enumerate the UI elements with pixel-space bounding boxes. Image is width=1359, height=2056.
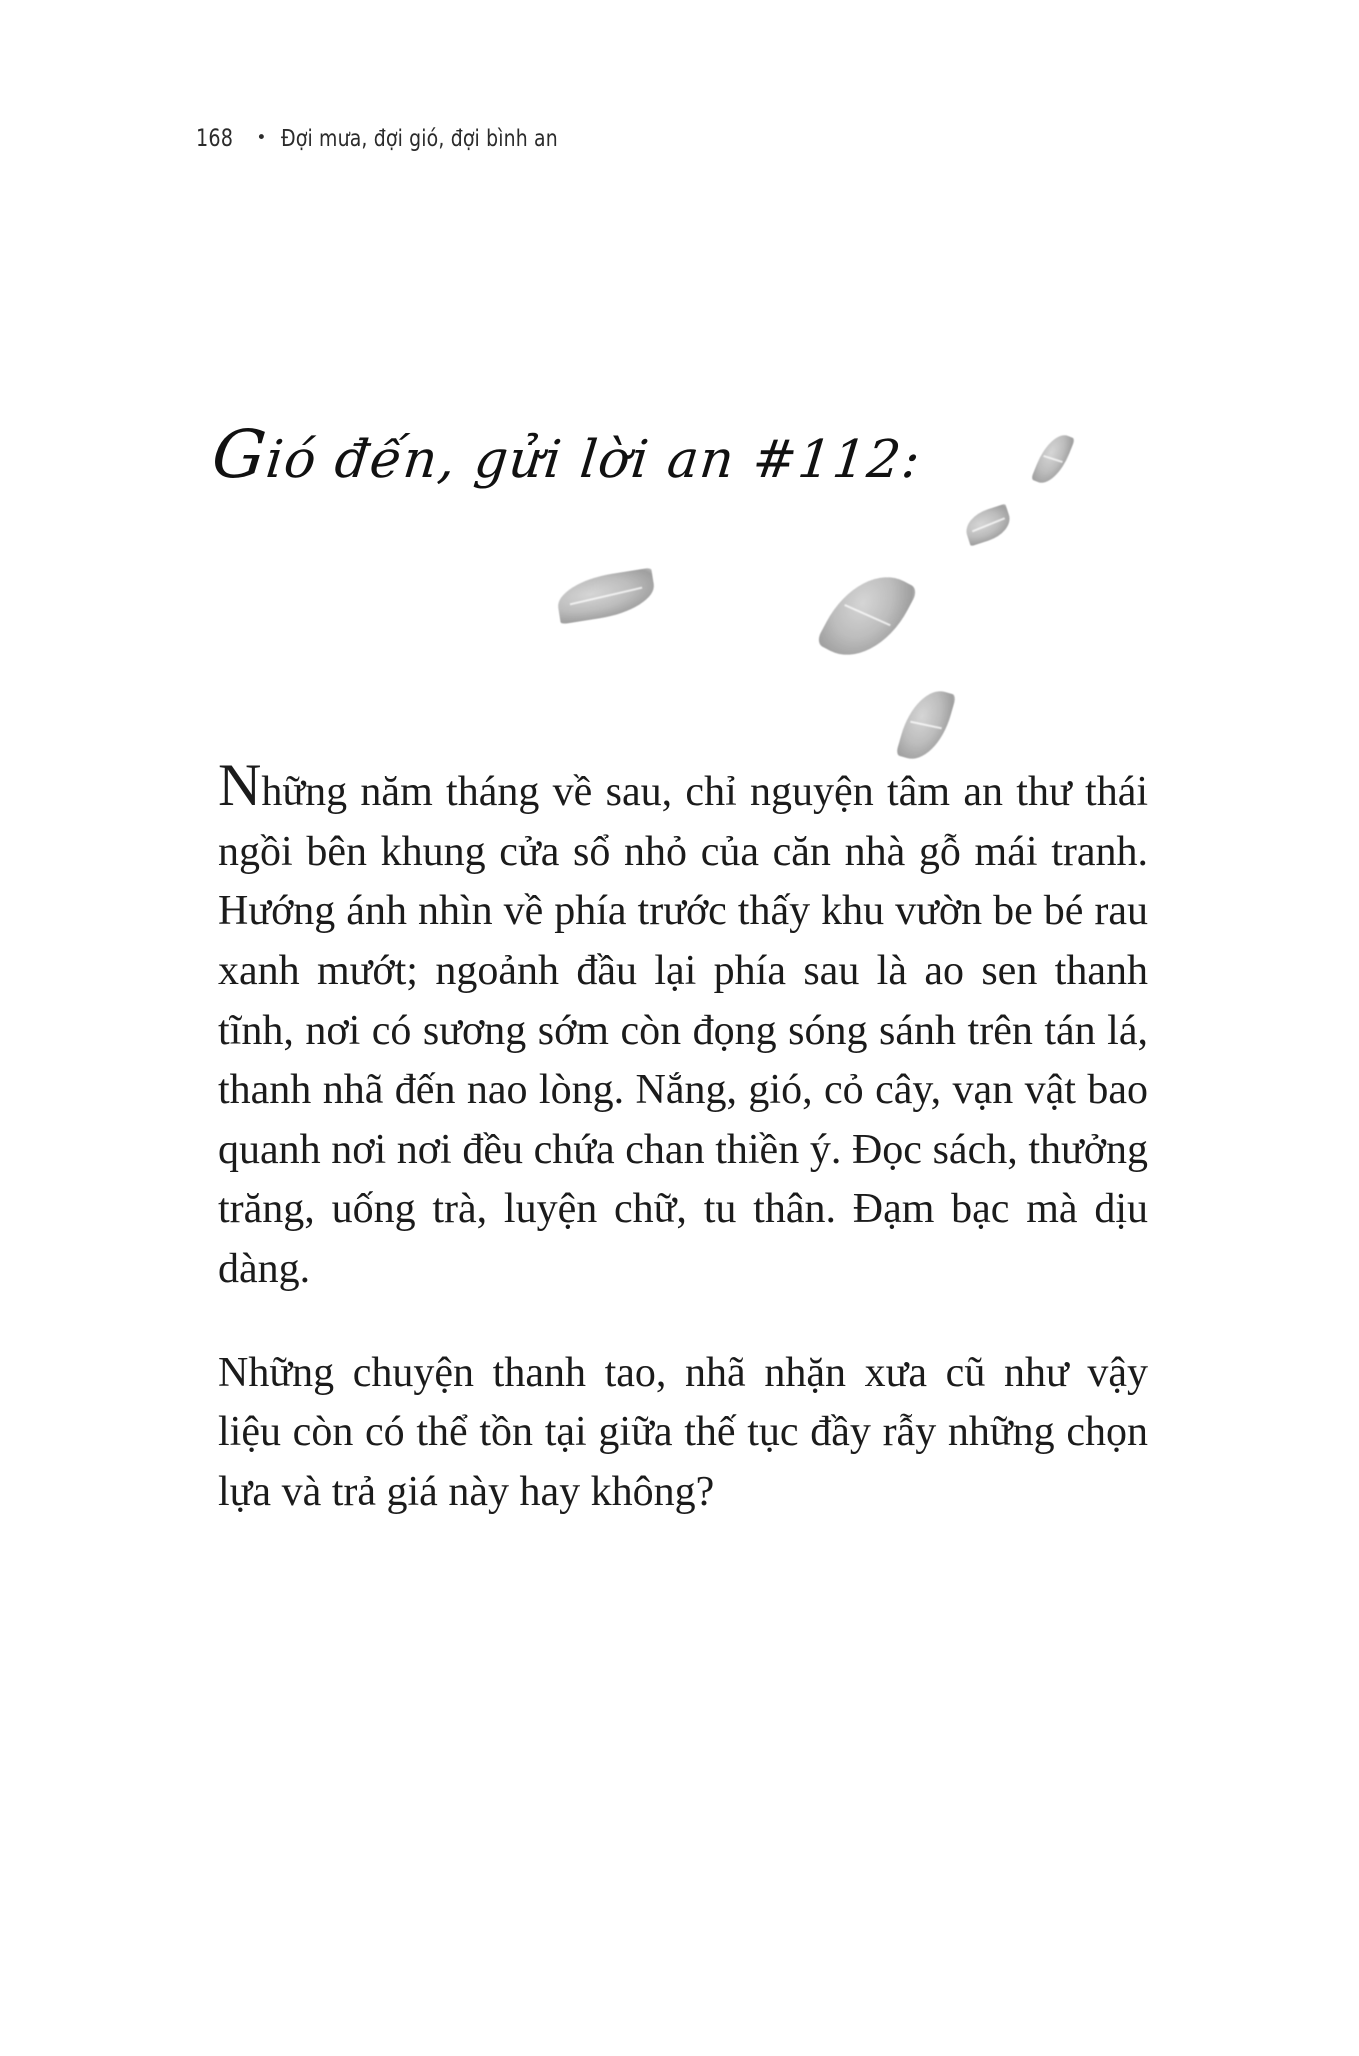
running-head-title: Đợi mưa, đợi gió, đợi bình an <box>280 126 558 152</box>
falling-leaf-icon <box>815 558 918 674</box>
paragraph <box>218 752 1148 1300</box>
falling-leaf-icon <box>1031 429 1075 489</box>
falling-leaf-icon <box>961 504 1014 547</box>
page-number: 168 <box>196 124 234 152</box>
bullet-separator-icon: • <box>256 128 267 148</box>
paragraph-text: hững năm tháng về sau, chỉ nguyện tâm an thư thái ngồi bên khung cửa sổ nhỏ của căn nhà gỗ mái tranh. Hướng ánh nhìn về phía trước thấy khu vườn be bé rau xanh mướt; ngoảnh đầu lại phía sau là ao sen thanh tĩnh, nơi có sương sớm còn đọng sóng sánh trên tán lá, thanh nhã đến nao lòng. Nắng, gió, cỏ cây, vạn vật bao quanh nơi nơi đều chứa chan thiền ý. Đọc sách, thưởng trăng, uống trà, luyện chữ, tu thân. Đạm bạc mà dịu dàng. <box>218 769 1148 1292</box>
paragraph: Những chuyện thanh tao, nhã nhặn xưa cũ như vậy liệu còn có thể tồn tại giữa thế tục đầy rẫy những chọn lựa và trả giá này hay không? <box>218 1349 1148 1515</box>
section-heading-initial: G <box>208 416 271 493</box>
body-text-column <box>218 752 1148 1523</box>
falling-leaf-icon <box>896 684 957 767</box>
falling-leaf-icon <box>554 568 657 625</box>
running-head <box>196 124 618 152</box>
paragraph-dropcap: N <box>218 752 262 818</box>
section-heading <box>208 416 1015 493</box>
section-heading-text: ió đến, gửi lời an #112: <box>263 430 925 490</box>
